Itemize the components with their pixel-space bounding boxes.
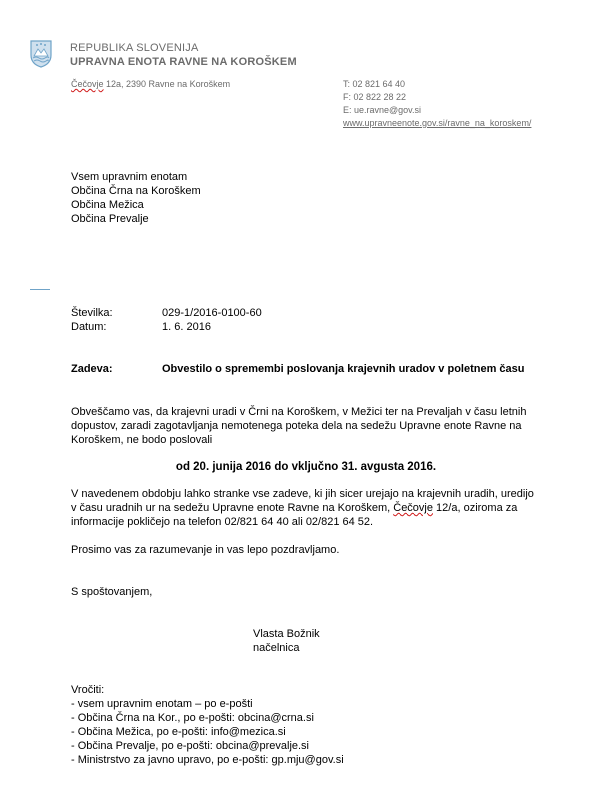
paragraph-line: Koroškem, ne bodo poslovali	[71, 434, 213, 446]
delivery-item: - Občina Črna na Kor., po e-pošti: obcina@crna.si	[71, 712, 314, 724]
paragraph-text: 12/a, oziroma za	[433, 502, 518, 514]
letterhead-office: UPRAVNA ENOTA RAVNE NA KOROŠKEM	[70, 56, 297, 68]
delivery-item: - Občina Mežica, po e-pošti: info@mezica.si	[71, 726, 286, 738]
recipient-line: Vsem upravnim enotam	[71, 171, 188, 183]
signer-name: Vlasta Božnik	[253, 628, 320, 640]
signer-title: načelnica	[253, 642, 300, 654]
recipient-line: Občina Prevalje	[71, 213, 149, 225]
paragraph-line: informacije pokličejo na telefon 02/821 64 40 ali 02/821 64 52.	[71, 516, 374, 528]
paragraph-text: v času uradnih ur na sedežu Upravne enote Ravne na Koroškem,	[71, 502, 394, 514]
address-street: Čečovje	[71, 79, 104, 89]
letterhead-republic: REPUBLIKA SLOVENIJA	[70, 42, 199, 54]
recipient-line: Občina Mežica	[71, 199, 144, 211]
delivery-item: - Občina Prevalje, po e-pošti: obcina@prevalje.si	[71, 740, 310, 752]
paragraph-line: Prosimo vas za razumevanje in vas lepo pozdravljamo.	[71, 544, 340, 556]
address-rest: 12a, 2390 Ravne na Koroškem	[103, 79, 231, 89]
paragraph-line: V navedenem obdobju lahko stranke vse zadeve, ki jih sicer urejajo na krajevnih uradih, uredijo	[71, 488, 534, 500]
number-value: 029-1/2016-0100-60	[162, 307, 262, 319]
closure-period: od 20. junija 2016 do vključno 31. avgusta 2016.	[175, 461, 437, 473]
letterhead-web-link[interactable]: www.upravneenote.gov.si/ravne_na_koroskem/	[343, 118, 532, 128]
letterhead-address	[71, 79, 230, 89]
letterhead-fax: F: 02 822 28 22	[343, 92, 407, 102]
recipient-line: Občina Črna na Koroškem	[71, 185, 201, 197]
letterhead-phone: T: 02 821 64 40	[343, 79, 406, 89]
date-label: Datum:	[71, 321, 107, 333]
delivery-item: - Ministrstvo za javno upravo, po e-pošti: gp.mju@gov.si	[71, 754, 344, 766]
subject-label: Zadeva:	[71, 363, 113, 375]
paragraph-line: Obveščamo vas, da krajevni uradi v Črni na Koroškem, v Mežici ter na Prevaljah v času letnih	[71, 406, 527, 418]
number-label: Številka:	[71, 307, 113, 319]
letterhead-email: E: ue.ravne@gov.si	[343, 105, 422, 115]
coat-of-arms-icon	[30, 40, 52, 68]
delivery-label: Vročiti:	[71, 684, 105, 696]
paragraph-line	[71, 502, 517, 514]
delivery-item: - vsem upravnim enotam – po e-pošti	[71, 698, 253, 710]
closing-greeting: S spoštovanjem,	[71, 586, 153, 598]
address-street: Čečovje	[393, 502, 433, 514]
paragraph-line: dopustov, zaradi zagotavljanja nemotenega poteka dela na sedežu Upravne enote Ravne na	[71, 420, 522, 432]
margin-divider	[30, 289, 50, 290]
date-value: 1. 6. 2016	[162, 321, 211, 333]
subject-text: Obvestilo o spremembi poslovanja krajevnih uradov v poletnem času	[162, 363, 525, 375]
